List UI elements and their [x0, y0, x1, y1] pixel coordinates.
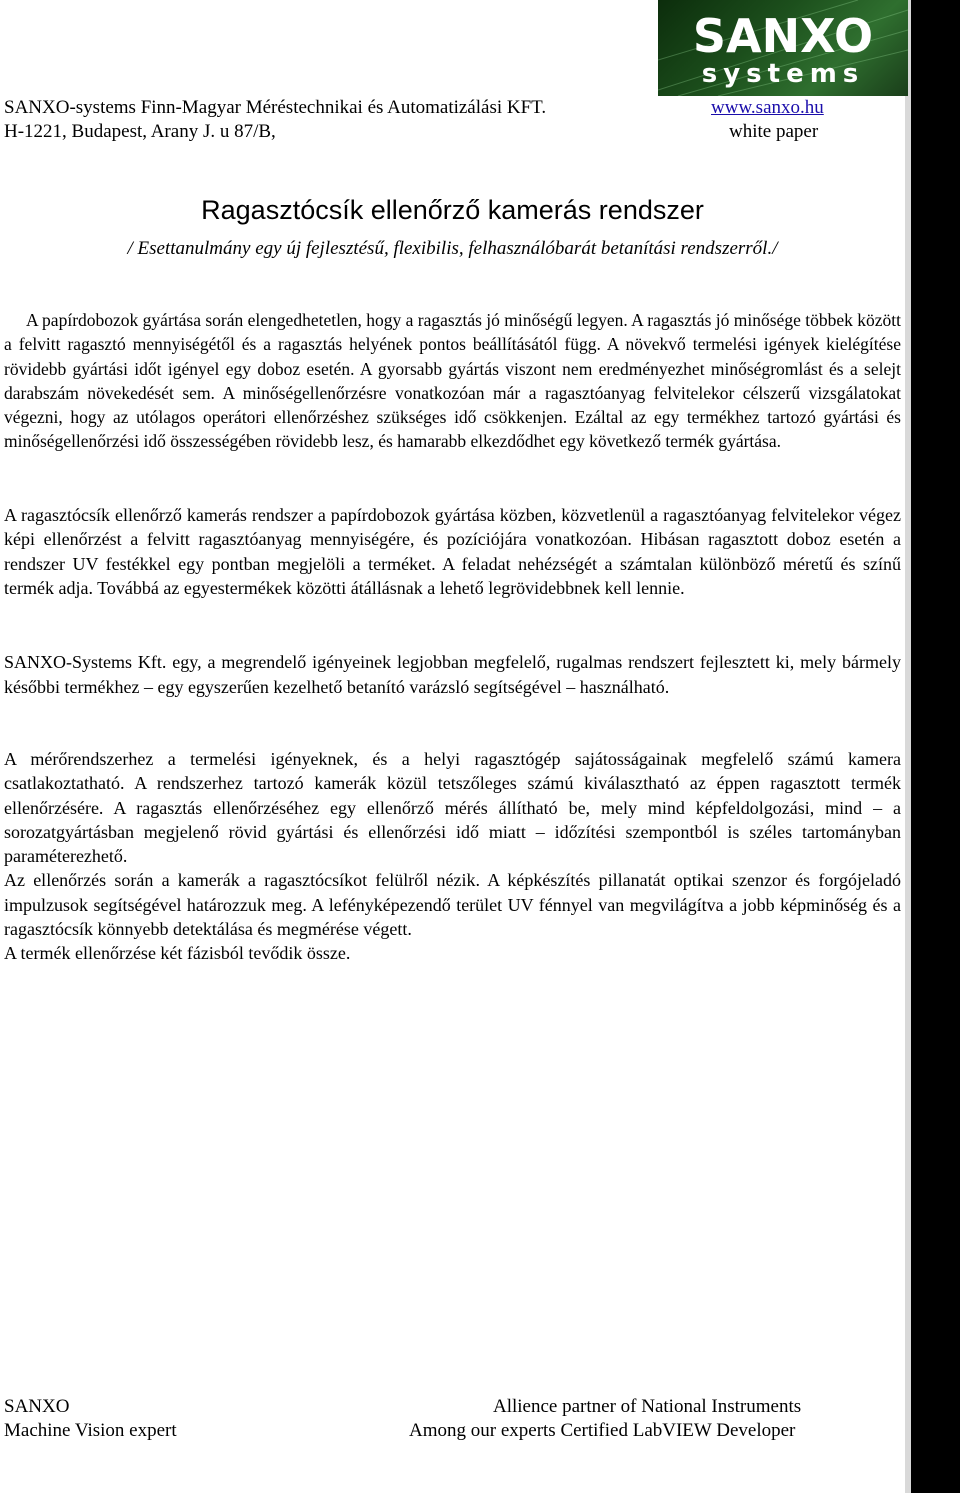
- page-side-bar: [911, 0, 960, 1493]
- document-subtitle: / Esettanulmány egy új fejlesztésű, flexibilis, felhasználóbarát betanítási rendszerről./: [127, 238, 778, 259]
- paragraph-measurement-text: A mérőrendszerhez a termelési igényeknek, és a helyi ragasztógép sajátosságainak megfelelő számú kamera csatlakoztatható. A rendszerhez tartozó kamerák közül tetszőleges számú kiválasztható az éppen ragasztott termék ellenőrzésére. A ragasztás ellenőrzéséhez egy ellenőrző mérés állítható be, mely mind képfeldolgozási, mind – a sorozatgyártásban megjelenő rövid gyártási és ellenőrzési idő miatt – időzítési szempontból is széles tartományban paraméterezhető.: [4, 749, 901, 867]
- logo-subline: systems: [701, 59, 865, 89]
- footer-tagline: Machine Vision expert: [4, 1420, 177, 1441]
- website-link[interactable]: www.sanxo.hu: [711, 97, 824, 118]
- company-address: H-1221, Budapest, Arany J. u 87/B,: [4, 121, 276, 142]
- document-type: white paper: [729, 121, 819, 142]
- paragraph-phases-text: A termék ellenőrzése két fázisból tevődik össze.: [4, 943, 351, 964]
- sanxo-systems-logo: [658, 0, 908, 96]
- footer-brand: SANXO: [4, 1396, 70, 1417]
- paragraph-intro: [4, 308, 901, 454]
- document-title: Ragasztócsík ellenőrző kamerás rendszer: [201, 195, 704, 225]
- paragraph-intro-text: A papírdobozok gyártása során elengedhetetlen, hogy a ragasztás jó minőségű legyen. A ragasztás jó minősége többek között a felvitt ragasztó mennyiségétől és a ragasztás helyének pontos beállításától függ. A növekvő termelési igények kielégítése rövidebb gyártási időt igényel egy doboz esetén. A gyorsabb gyártás viszont nem eredményezhet minőségromlást és a selejt darabszám növekedését sem. A minőségellenőrzésre vonatkozóan már a ragasztóanyag felvitelekor célszerű vizsgálatokat végezni, hogy az utólagos operátori ellenőrzéshez szükséges idő csökkenjen. Ezáltal az egy termékhez tartozó gyártási és minőségellenőrzési idő összességében rövidebb lesz, és hamarabb elkezdődhet egy következő termék gyártása.: [4, 310, 901, 452]
- company-name: SANXO-systems Finn-Magyar Méréstechnikai és Automatizálási KFT.: [4, 97, 547, 118]
- paragraph-inspection-text: Az ellenőrzés során a kamerák a ragasztócsíkot felülről nézik. A képkészítés pillanatát optikai szenzor és forgójeladó impulzusok segítségével határozzuk meg. A lefényképezendő terület UV fénnyel van megvilágítva a jobb képminőség és a ragasztócsík könnyebb detektálása és megmérése végett.: [4, 870, 901, 940]
- footer-partner: Allience partner of National Instruments: [493, 1396, 802, 1417]
- paragraph-system-text: A ragasztócsík ellenőrző kamerás rendszer a papírdobozok gyártása közben, közvetlenül a ragasztóanyag felvitelekor végez képi ellenőrzést a felvitt ragasztóanyag mennyiségére, és pozíciójára vonatkozóan. Hibásan ragasztott doboz esetén a rendszer UV festékkel egy pontban megjelöli a terméket. A feladat nehézségét a számtalan különböző méretű és színű termék adja. Továbbá az egyestermékek közötti átállásnak a lehető legrövidebbnek kell lennie.: [4, 505, 901, 598]
- paragraph-system: [4, 503, 901, 600]
- logo-wordmark: SANXO: [692, 9, 874, 63]
- paragraph-sanxo: [4, 650, 901, 699]
- paragraph-sanxo-text: SANXO-Systems Kft. egy, a megrendelő igényeinek legjobban megfelelő, rugalmas rendszert fejlesztett ki, mely bármely későbbi termékhez – egy egyszerűen kezelhető betanító varázsló segítségével – használható.: [4, 652, 901, 697]
- footer-certification: Among our experts Certified LabVIEW Developer: [409, 1420, 796, 1441]
- paragraph-measurement: [4, 747, 901, 966]
